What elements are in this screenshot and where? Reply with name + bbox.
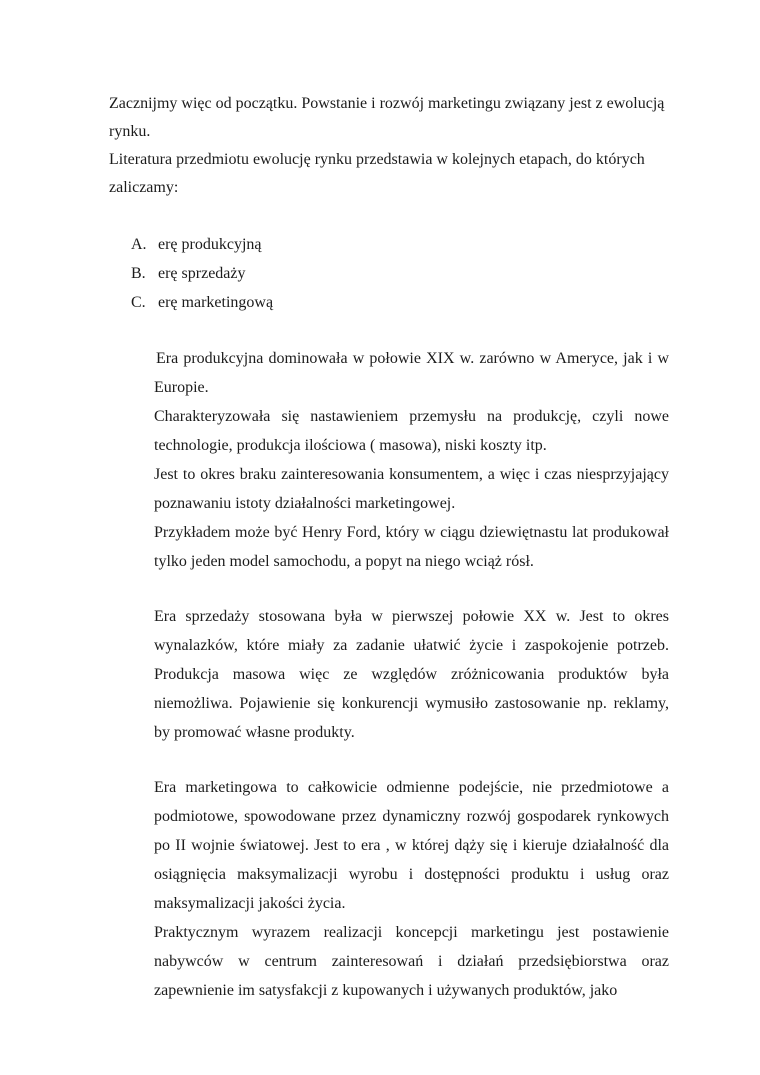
intro-paragraph-1: Zacznijmy więc od początku. Powstanie i rozwój marketingu związany jest z ewolucją rynku. [109,95,665,140]
list-marker: A. [131,236,147,253]
marketing-era-section [154,773,669,1005]
era-list [131,230,273,317]
list-item [131,288,273,317]
intro-text [109,90,669,202]
paragraph: Jest to okres braku zainteresowania konsumentem, a więc i czas niesprzyjający poznawaniu istoty działalności marketingowej. [154,466,669,512]
list-item [131,259,273,288]
paragraph: Era sprzedaży stosowana była w pierwszej połowie XX w. Jest to okres wynalazków, które miały za zadanie ułatwić życie i zaspokojenie potrzeb. Produkcja masowa więc ze względów zróżnicowania produktów była niemożliwa. Pojawienie się konkurencji wymusiło zastosowanie np. reklamy, by promować własne produkty. [154,608,669,741]
paragraph: Era marketingowa to całkowicie odmienne podejście, nie przedmiotowe a podmiotowe, spowodowane przez dynamiczny rozwój gospodarek rynkowych po II wojnie światowej. Jest to era , w której dąży się i kieruje działalność dla osiągnięcia maksymalizacji wyrobu i dostępności produktu i usług oraz maksymalizacji jakości życia. [154,779,669,912]
production-era-section [154,344,669,576]
paragraph: Charakteryzowała się nastawieniem przemysłu na produkcję, czyli nowe technologie, produkcja ilościowa ( masowa), niski koszty itp. [154,408,669,454]
list-marker: C. [131,294,146,311]
paragraph: Przykładem może być Henry Ford, który w ciągu dziewiętnastu lat produkował tylko jeden model samochodu, a popyt na niego wciąż rósł. [154,524,669,570]
paragraph: Era produkcyjna dominowała w połowie XIX w. zarówno w Ameryce, jak i w Europie. [154,350,669,396]
list-item-text: erę sprzedaży [158,265,246,282]
intro-paragraph-2: Literatura przedmiotu ewolucję rynku przedstawia w kolejnych etapach, do których zaliczamy: [109,151,645,196]
list-item [131,230,273,259]
list-item-text: erę marketingową [158,294,274,311]
paragraph: Praktycznym wyrazem realizacji koncepcji marketingu jest postawienie nabywców w centrum zainteresowań i działań przedsiębiorstwa oraz zapewnienie im satysfakcji z kupowanych i używanych produktów, jako [154,924,669,999]
list-item-text: erę produkcyjną [158,236,262,253]
sales-era-section [154,602,669,747]
list-marker: B. [131,265,146,282]
